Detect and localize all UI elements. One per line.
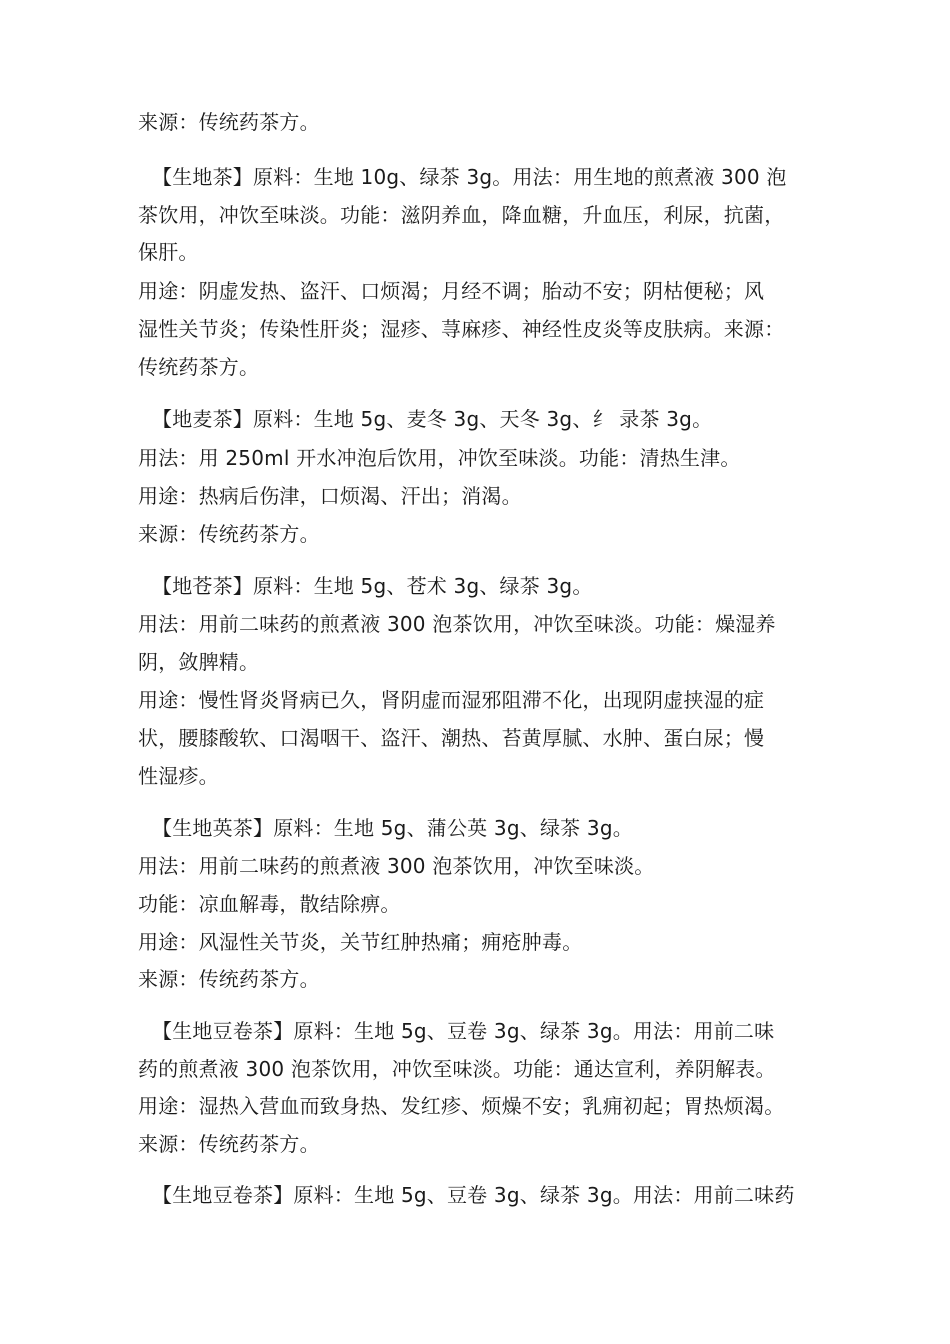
- paragraph-line: 性湿疹。: [138, 764, 219, 788]
- paragraph-line: 状，腰膝酸软、口渴咽干、盗汗、潮热、苔黄厚腻、水肿、蛋白尿；慢: [138, 726, 765, 750]
- paragraph-line: 来源：传统药茶方。: [138, 522, 320, 546]
- paragraph-line: 来源：传统药茶方。: [138, 1132, 320, 1156]
- paragraph-line: 传统药茶方。: [138, 355, 260, 379]
- paragraph-line: 用途：阴虚发热、盗汗、口烦渴；月经不调；胎动不安；阴枯便秘；风: [138, 279, 765, 303]
- paragraph-line: 用法：用前二味药的煎煮液 300 泡茶饮用，冲饮至味淡。: [138, 854, 655, 878]
- paragraph-line: 用途：慢性肾炎肾病已久，肾阴虚而湿邪阻滞不化，出现阴虚挟湿的症: [138, 688, 765, 712]
- entry-heading-shengdidoujuan-tea-2: 【生地豆卷茶】原料：生地 5g、豆卷 3g、绿茶 3g。用法：用前二味药: [152, 1183, 795, 1207]
- source-line: 来源：传统药茶方。: [138, 110, 320, 134]
- paragraph-line: 湿性关节炎；传染性肝炎；湿疹、荨麻疹、神经性皮炎等皮肤病。来源：: [138, 317, 785, 341]
- paragraph-line: 茶饮用，冲饮至味淡。功能：滋阴养血，降血糖，升血压，利尿，抗菌，: [138, 203, 785, 227]
- entry-heading-shengdi-tea: 【生地茶】原料：生地 10g、绿茶 3g。用法：用生地的煎煮液 300 泡: [152, 165, 787, 189]
- paragraph-line: 保肝。: [138, 240, 199, 264]
- entry-heading-dimai-tea: 【地麦茶】原料：生地 5g、麦冬 3g、天冬 3g、纟 录茶 3g。: [152, 407, 713, 431]
- paragraph-line: 用途：热病后伤津，口烦渴、汗出；消渴。: [138, 484, 522, 508]
- paragraph-line: 功能：凉血解毒，散结除痹。: [138, 892, 401, 916]
- entry-heading-shengdidoujuan-tea: 【生地豆卷茶】原料：生地 5g、豆卷 3g、绿茶 3g。用法：用前二味: [152, 1019, 775, 1043]
- paragraph-line: 用途：风湿性关节炎，关节红肿热痛；痈疮肿毒。: [138, 930, 583, 954]
- paragraph-line: 用法：用前二味药的煎煮液 300 泡茶饮用，冲饮至味淡。功能：燥湿养: [138, 612, 776, 636]
- paragraph-line: 来源：传统药茶方。: [138, 967, 320, 991]
- entry-heading-dicang-tea: 【地苍茶】原料：生地 5g、苍术 3g、绿茶 3g。: [152, 574, 593, 598]
- paragraph-line: 用途：湿热入营血而致身热、发红疹、烦燥不安；乳痈初起；胃热烦渴。: [138, 1094, 785, 1118]
- entry-heading-shengdiying-tea: 【生地英茶】原料：生地 5g、蒲公英 3g、绿茶 3g。: [152, 816, 633, 840]
- paragraph-line: 用法：用 250ml 开水冲泡后饮用，冲饮至味淡。功能：清热生津。: [138, 446, 741, 470]
- paragraph-line: 阴，敛脾精。: [138, 650, 260, 674]
- paragraph-line: 药的煎煮液 300 泡茶饮用，冲饮至味淡。功能：通达宣利，养阴解表。: [138, 1057, 776, 1081]
